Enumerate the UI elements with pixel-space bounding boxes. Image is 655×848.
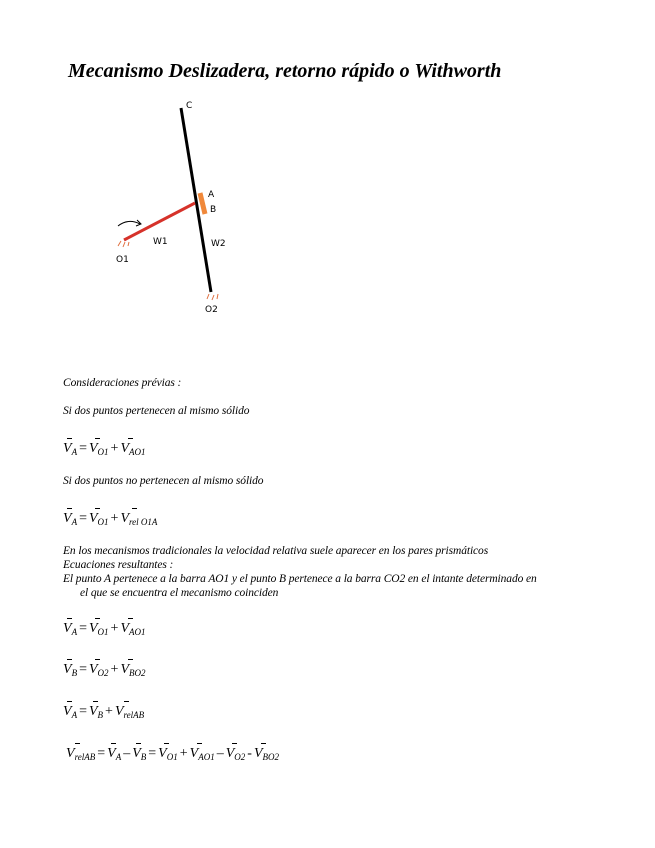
ground-support-o2 xyxy=(207,294,218,300)
label-w2: W2 xyxy=(211,239,226,249)
equation-4: $V_B = V_{O2} + V_{BO2}$ xyxy=(63,662,146,678)
page-title: Mecanismo Deslizadera, retorno rápido o Withworth xyxy=(68,60,502,82)
equation-5: $V_A = V_B + V_{relAB}$ xyxy=(63,704,145,720)
text-punto-a-line2: el que se encuentra el mecanismo coinciden xyxy=(80,587,279,599)
slider-block xyxy=(200,193,205,214)
ground-support-o1 xyxy=(118,241,129,247)
equation-6: $V_{relAB} = V_A - V_B = V_{O1} + V_{AO1} - V_{O2} - V_{BO2}$ xyxy=(66,746,279,762)
label-c: C xyxy=(186,101,193,111)
vector-vo1: $V_{O1}$ xyxy=(88,441,109,457)
text-no-mismo-solido: Si dos puntos no pertenecen al mismo sólido xyxy=(63,475,264,487)
label-o1: O1 xyxy=(116,255,129,265)
text-punto-a-line1: El punto A pertenece a la barra AO1 y el punto B pertenece a la barra CO2 en el intante determinado en xyxy=(63,573,537,585)
label-a: A xyxy=(208,190,215,200)
vector-va: $V_A$ xyxy=(63,441,78,457)
equation-2: $V_A = V_{O1} + V_{rel O1A}$ xyxy=(63,511,158,527)
equation-1: $V_A = V_{O1} + V_{AO1}$ xyxy=(63,441,146,457)
label-w1: W1 xyxy=(153,237,168,247)
text-tradicionales: En los mecanismos tradicionales la velocidad relativa suele aparecer en los pares prismáticos xyxy=(63,545,489,557)
vector-vao1: $V_{AO1}$ xyxy=(120,441,146,457)
text-ecuaciones: Ecuaciones resultantes : xyxy=(63,559,174,571)
text-mismo-solido: Si dos puntos pertenecen al mismo sólido xyxy=(63,405,250,417)
vector-vrel-o1a: $V_{rel O1A}$ xyxy=(120,511,158,527)
bar-co2 xyxy=(181,108,211,292)
label-o2: O2 xyxy=(205,305,218,315)
text-consideraciones: Consideraciones prévias : xyxy=(63,377,182,389)
equation-3: $V_A = V_{O1} + V_{AO1}$ xyxy=(63,621,146,637)
label-b: B xyxy=(210,205,217,215)
